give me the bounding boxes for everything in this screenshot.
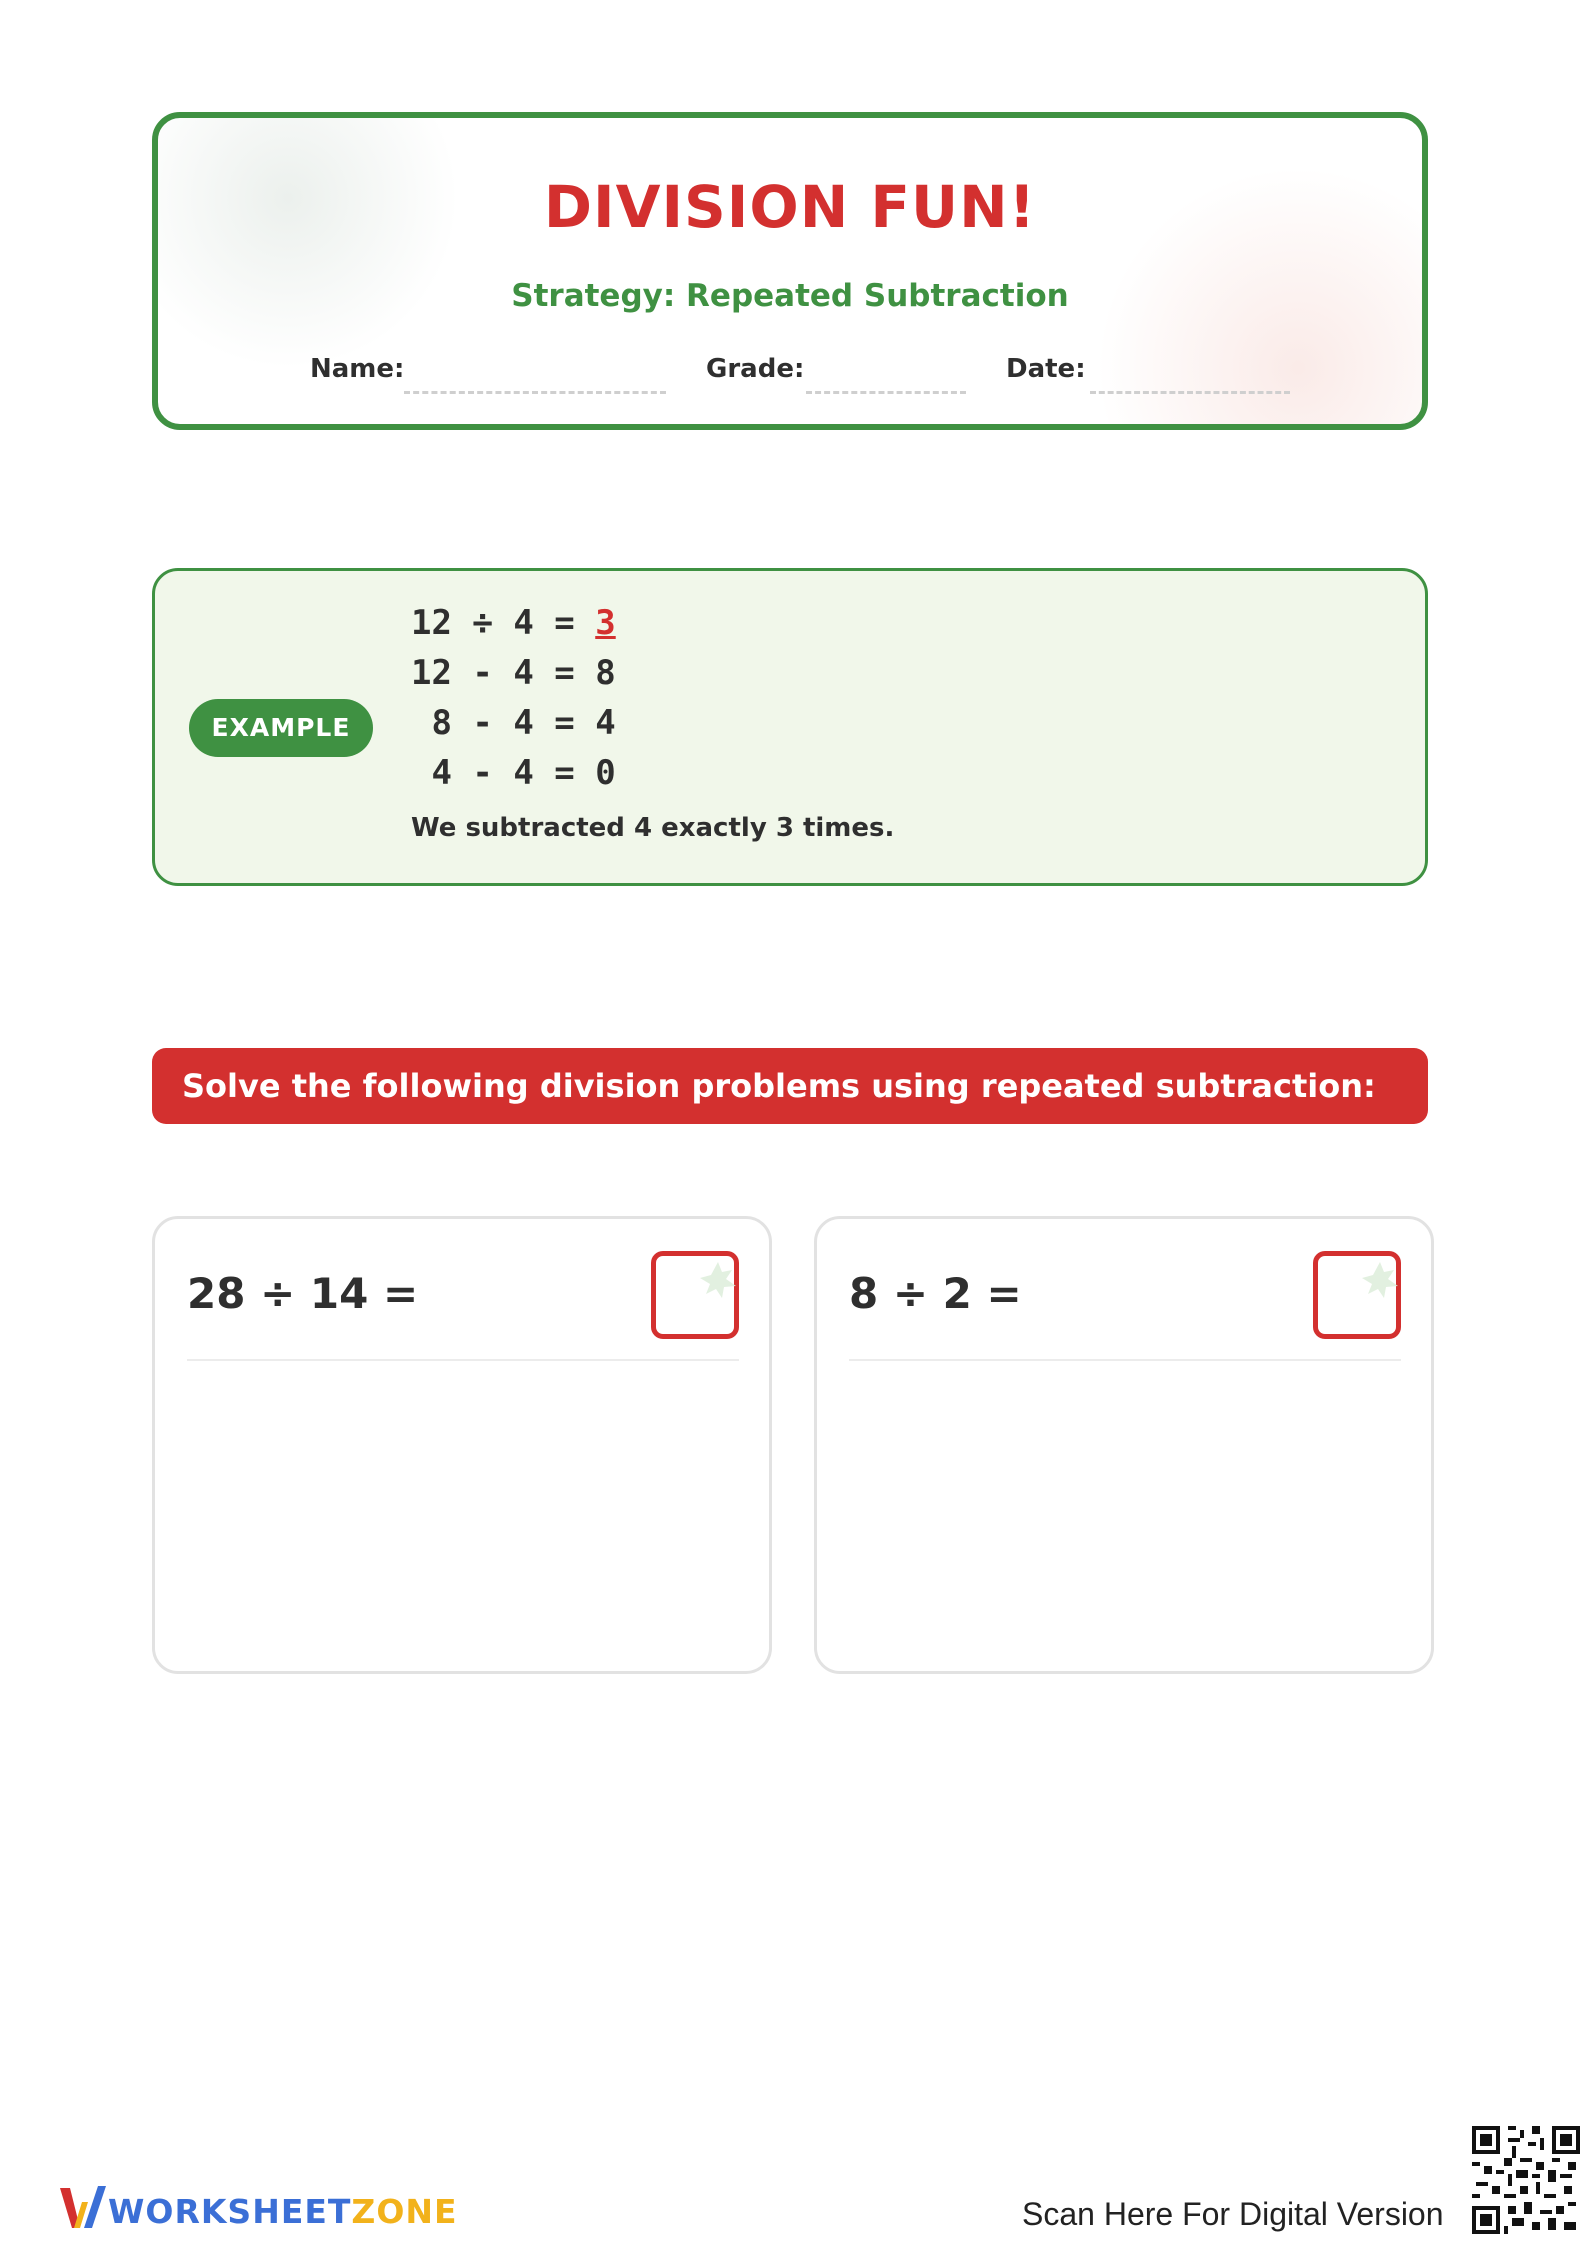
- problem-card-2: [814, 1216, 1434, 1674]
- problem-text-2: 8 ÷ 2 =: [849, 1269, 1022, 1318]
- date-label: Date:: [1006, 354, 1086, 384]
- problem-text-1: 28 ÷ 14 =: [187, 1269, 419, 1318]
- grade-field[interactable]: [806, 391, 966, 394]
- problem-divider-1: [187, 1359, 739, 1361]
- page-title: DIVISION FUN!: [543, 173, 1037, 241]
- problem-card-1: [152, 1216, 772, 1674]
- example-badge: EXAMPLE: [189, 699, 373, 757]
- page-subtitle: Strategy: Repeated Subtraction: [511, 278, 1069, 314]
- answer-box-1[interactable]: [651, 1251, 739, 1339]
- example-card: [152, 568, 1428, 886]
- problem-divider-2: [849, 1359, 1401, 1361]
- date-field[interactable]: [1090, 391, 1290, 394]
- logo-w-icon: [56, 2180, 108, 2236]
- example-step-3: 4 - 4 = 0: [411, 753, 616, 793]
- name-field[interactable]: [404, 391, 666, 394]
- example-equation: [411, 603, 616, 643]
- brand-logo-part2: ZONE: [351, 2192, 458, 2231]
- example-note: We subtracted 4 exactly 3 times.: [411, 813, 895, 843]
- brand-logo[interactable]: [108, 2192, 458, 2231]
- example-step-1: 12 - 4 = 8: [411, 653, 616, 693]
- example-step-2: 8 - 4 = 4: [411, 703, 616, 743]
- header-card: [152, 112, 1428, 430]
- instruction-banner: Solve the following division problems using repeated subtraction:: [152, 1048, 1428, 1124]
- scan-caption: Scan Here For Digital Version: [1022, 2196, 1444, 2232]
- example-answer: 3: [595, 603, 616, 643]
- brand-logo-part1: WORKSHEET: [108, 2192, 352, 2231]
- leaf-decoration-icon: [1358, 1258, 1402, 1302]
- leaf-decoration-icon: [696, 1258, 740, 1302]
- example-equation-left: 12 ÷ 4 =: [411, 603, 596, 643]
- name-label: Name:: [310, 354, 405, 384]
- qr-code-icon[interactable]: [1472, 2126, 1580, 2234]
- grade-label: Grade:: [706, 354, 805, 384]
- answer-box-2[interactable]: [1313, 1251, 1401, 1339]
